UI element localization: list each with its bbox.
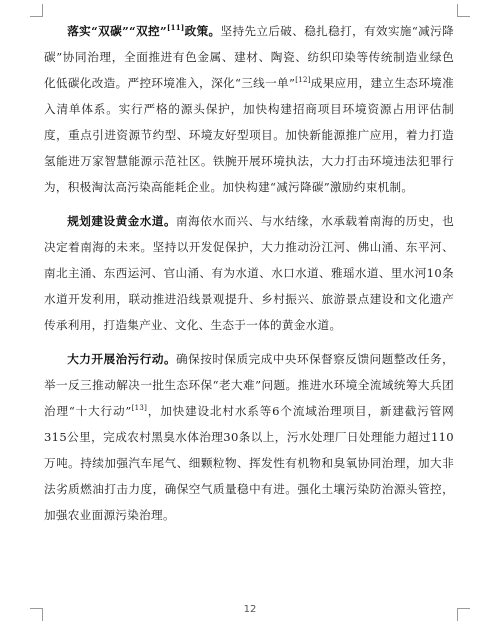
- paragraph-lead: 规划建设黄金水道。: [67, 214, 177, 228]
- crop-mark-top-right: [457, 4, 470, 17]
- paragraph-dual-carbon: [44, 18, 454, 200]
- paragraph-text: 确保按时保质完成中央环保督察反馈问题整改任务，举一反三推动解决一批生态环保“老大难”问题。推进水环境全流域统筹大兵团治理“十大行动”: [44, 352, 455, 418]
- paragraph-text: 坚持先立后破、稳扎稳打，有效实施“减污降碳”协同治理，全面推进有色金属、建材、陶瓷、纺织印染等传统制造业绿色化低碳化改造。严控环境准入，深化“三线一单”: [44, 24, 454, 90]
- footnote-ref[interactable]: [13]: [131, 404, 148, 413]
- paragraph-text: 成果应用，建立生态环境准入清单体系。实行严格的源头保护，加快构建招商项目环境资源占用评估制度，重点引进资源节约型、环境友好型项目。加快新能源推广应用，着力打造氢能进万家智慧能源示范社区。铁腕开展环境执法，大力打击环境违法犯罪行为，积极淘汰高污染高能耗企业。加快构建“减污降碳”激励约束机制。: [44, 76, 454, 194]
- paragraph-text: 南海依水而兴、与水结缘，水承载着南海的历史，也决定着南海的未来。坚持以开发促保护，大力推动汾江河、佛山涌、东平河、南北主涌、东西运河、官山涌、有为水道、水口水道、雅瑶水道、里水河10条水道开发利用，联动推进沿线景观提升、乡村振兴、旅游景点建设和文化遗产传承利用，打造集产业、文化、生态于一体的黄金水道。: [44, 214, 455, 332]
- footnote-ref[interactable]: [11]: [166, 23, 185, 33]
- paragraph-lead: 落实“双碳”“双控”[11]政策。: [67, 23, 221, 38]
- footnote-ref[interactable]: [12]: [295, 76, 311, 85]
- paragraph-lead: 大力开展治污行动。: [67, 352, 177, 366]
- paragraph-text: ，加快建设北村水系等6个流域治理项目，新建截污管网315公里，完成农村黑臭水体治理30条以上，污水处理厂日处理能力超过110万吨。持续加强汽车尾气、细颗粒物、挥发性有机物和臭氧协同治理，加大非法劣质燃油打击力度，确保空气质量稳中有进。强化土壤污染防治源头管控，加强农业面源污染治理。: [44, 404, 454, 522]
- paragraph-golden-waterway: [44, 208, 454, 338]
- page-number: 12: [243, 604, 257, 615]
- crop-mark-top-left: [30, 4, 43, 17]
- document-page: [44, 18, 454, 536]
- paragraph-pollution-control: [44, 346, 454, 528]
